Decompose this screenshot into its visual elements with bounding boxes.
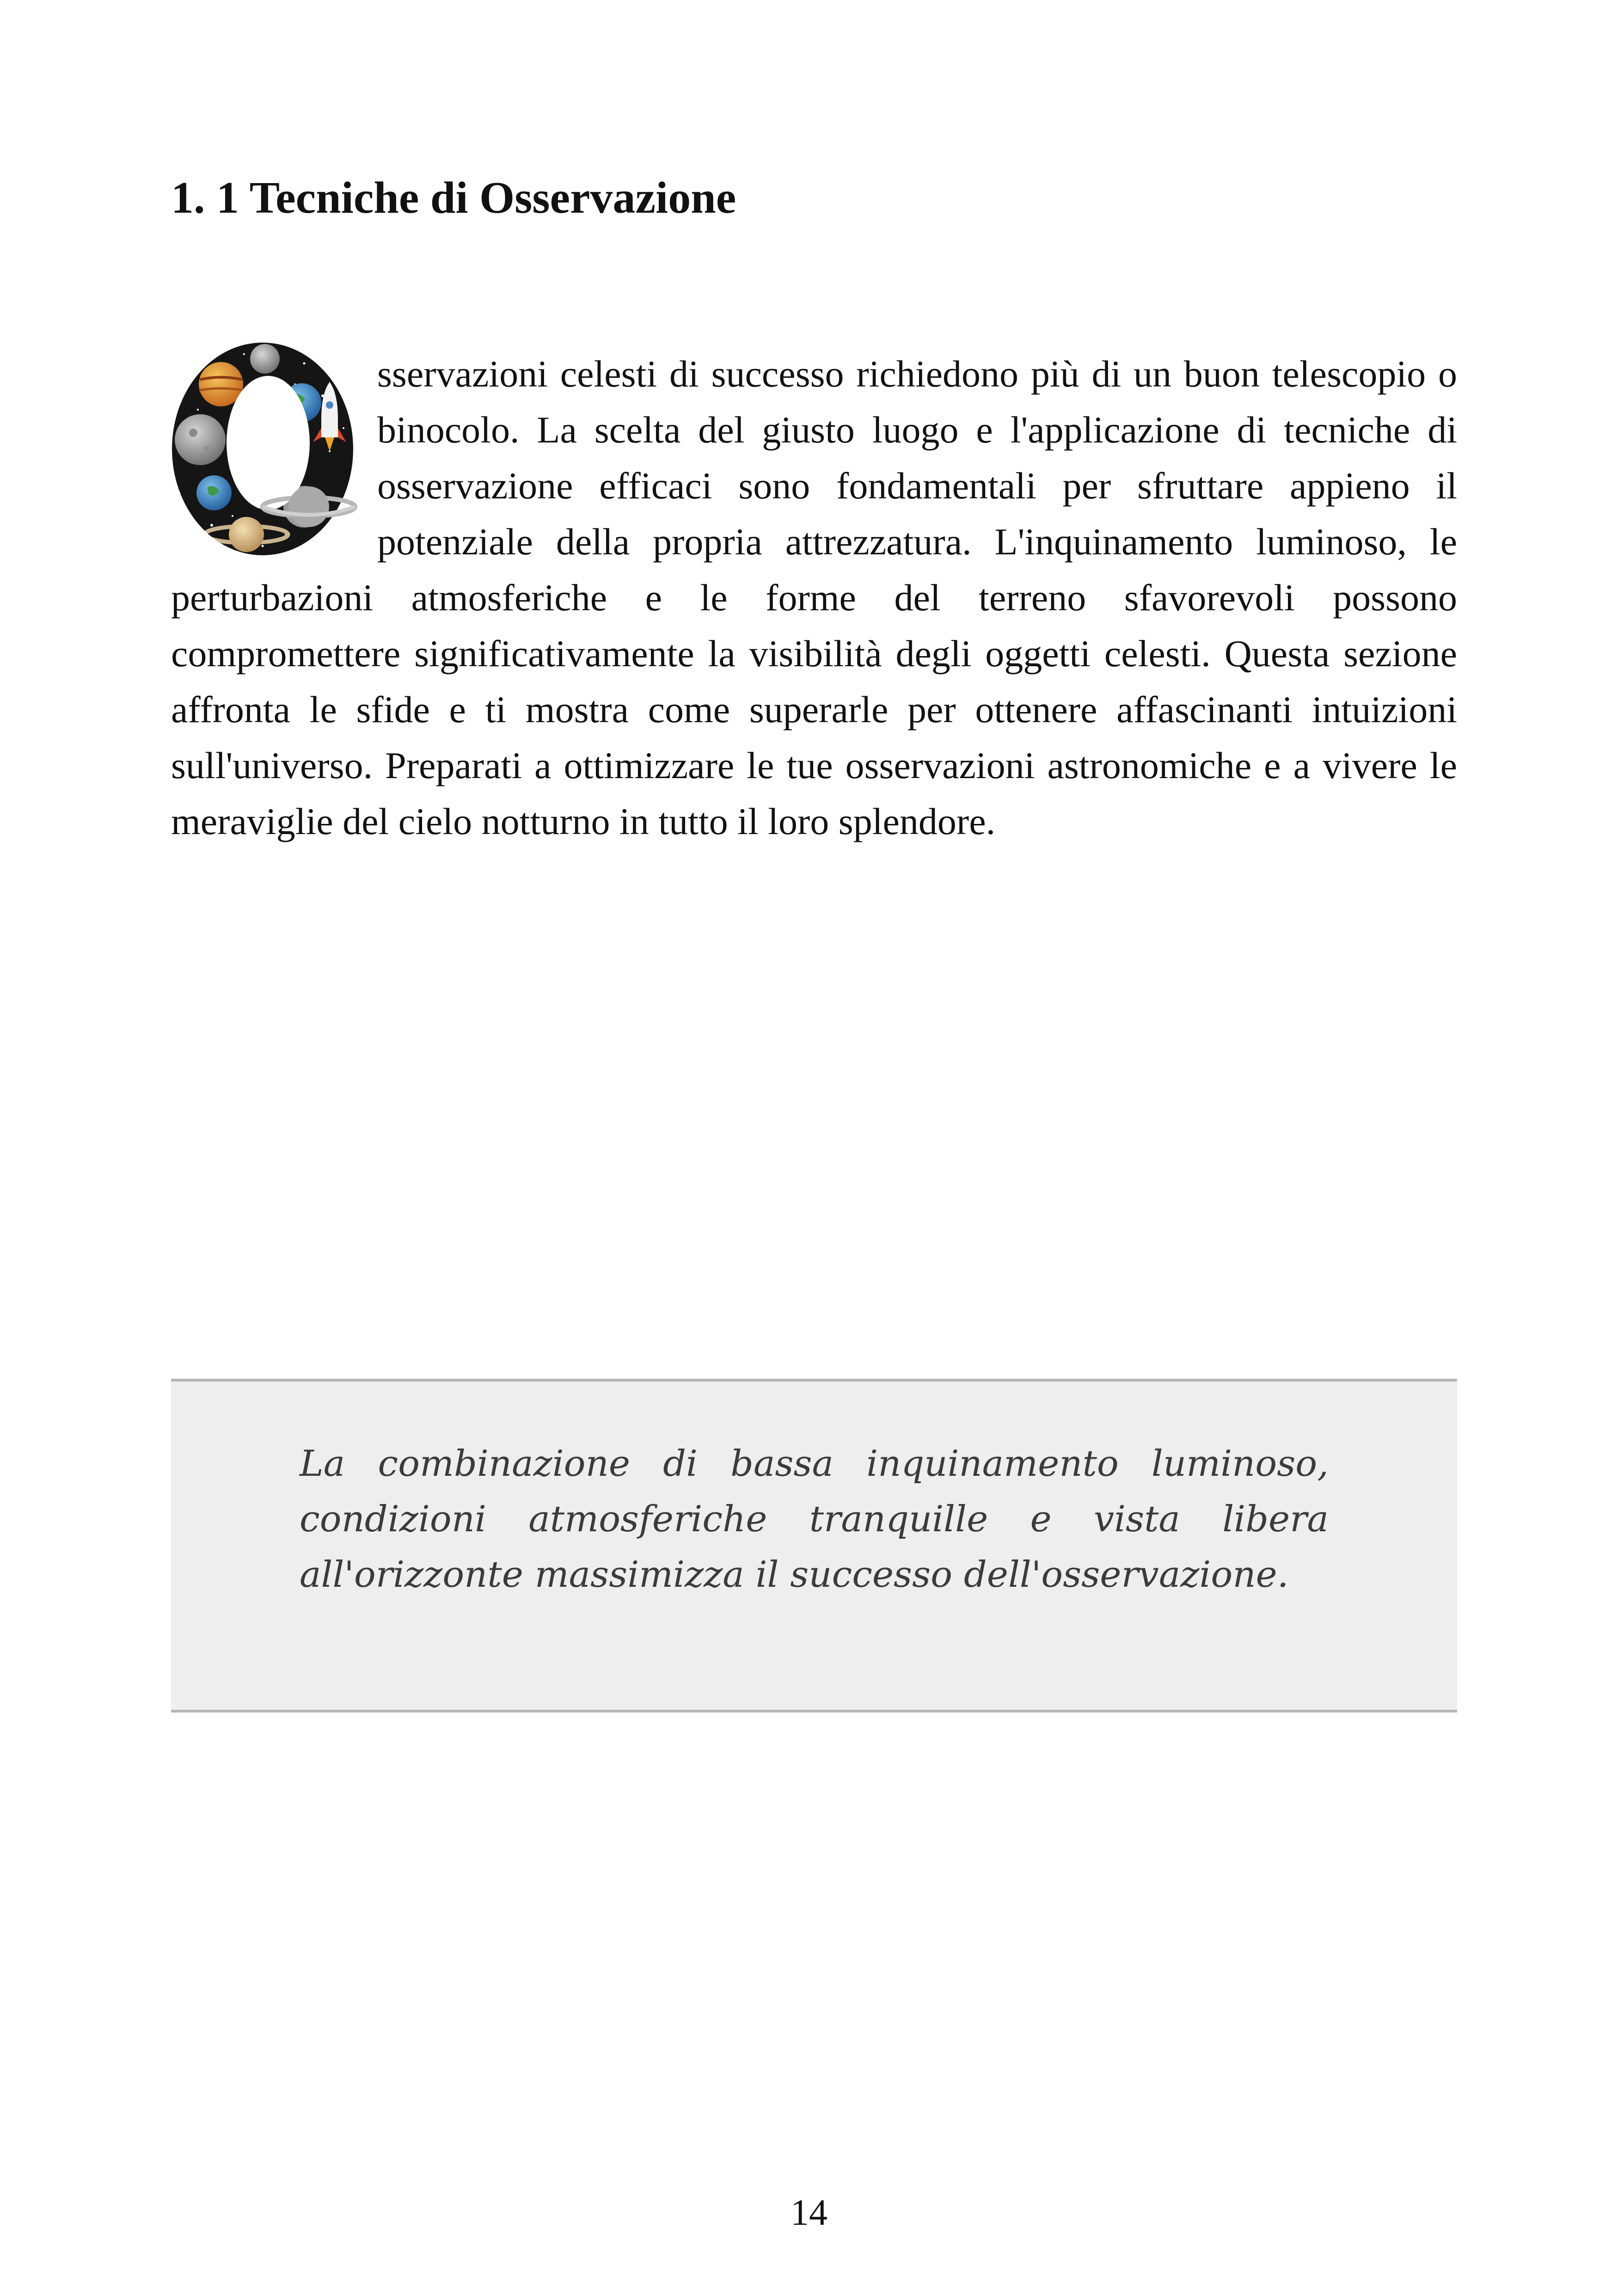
callout-box bbox=[171, 1379, 1457, 1713]
paragraph-text: sservazioni celesti di successo richiedono più di un buon telescopio o binocolo. La scelta del giusto luogo e l'applicazione di tecniche di osservazione efficaci sono fondamentali per sfruttare appieno il potenziale della propria attrezzatura. L'inquinamento luminoso, le perturbazioni atmosferiche e le forme del terreno sfavorevoli possono compromettere significativamente la visibilità degli oggetti celesti. Questa sezione affronta le sfide e ti mostra come superarle per ottenere affascinanti intuizioni sull'universo. Preparati a ottimizzare le tue osservazioni astronomiche e a vivere le meraviglie del cielo notturno in tutto il loro splendore. bbox=[171, 353, 1457, 842]
callout-text: La combinazione di bassa inquinamento luminoso, condizioni atmosferiche tranquille e vista libera all'orizzonte massimizza il successo dell'osservazione. bbox=[300, 1443, 1329, 1596]
drop-cap-o-illustration bbox=[170, 340, 360, 558]
page-number: 14 bbox=[791, 2192, 827, 2233]
section-heading: 1. 1 Tecniche di Osservazione bbox=[171, 173, 736, 223]
intro-paragraph bbox=[171, 346, 1457, 849]
